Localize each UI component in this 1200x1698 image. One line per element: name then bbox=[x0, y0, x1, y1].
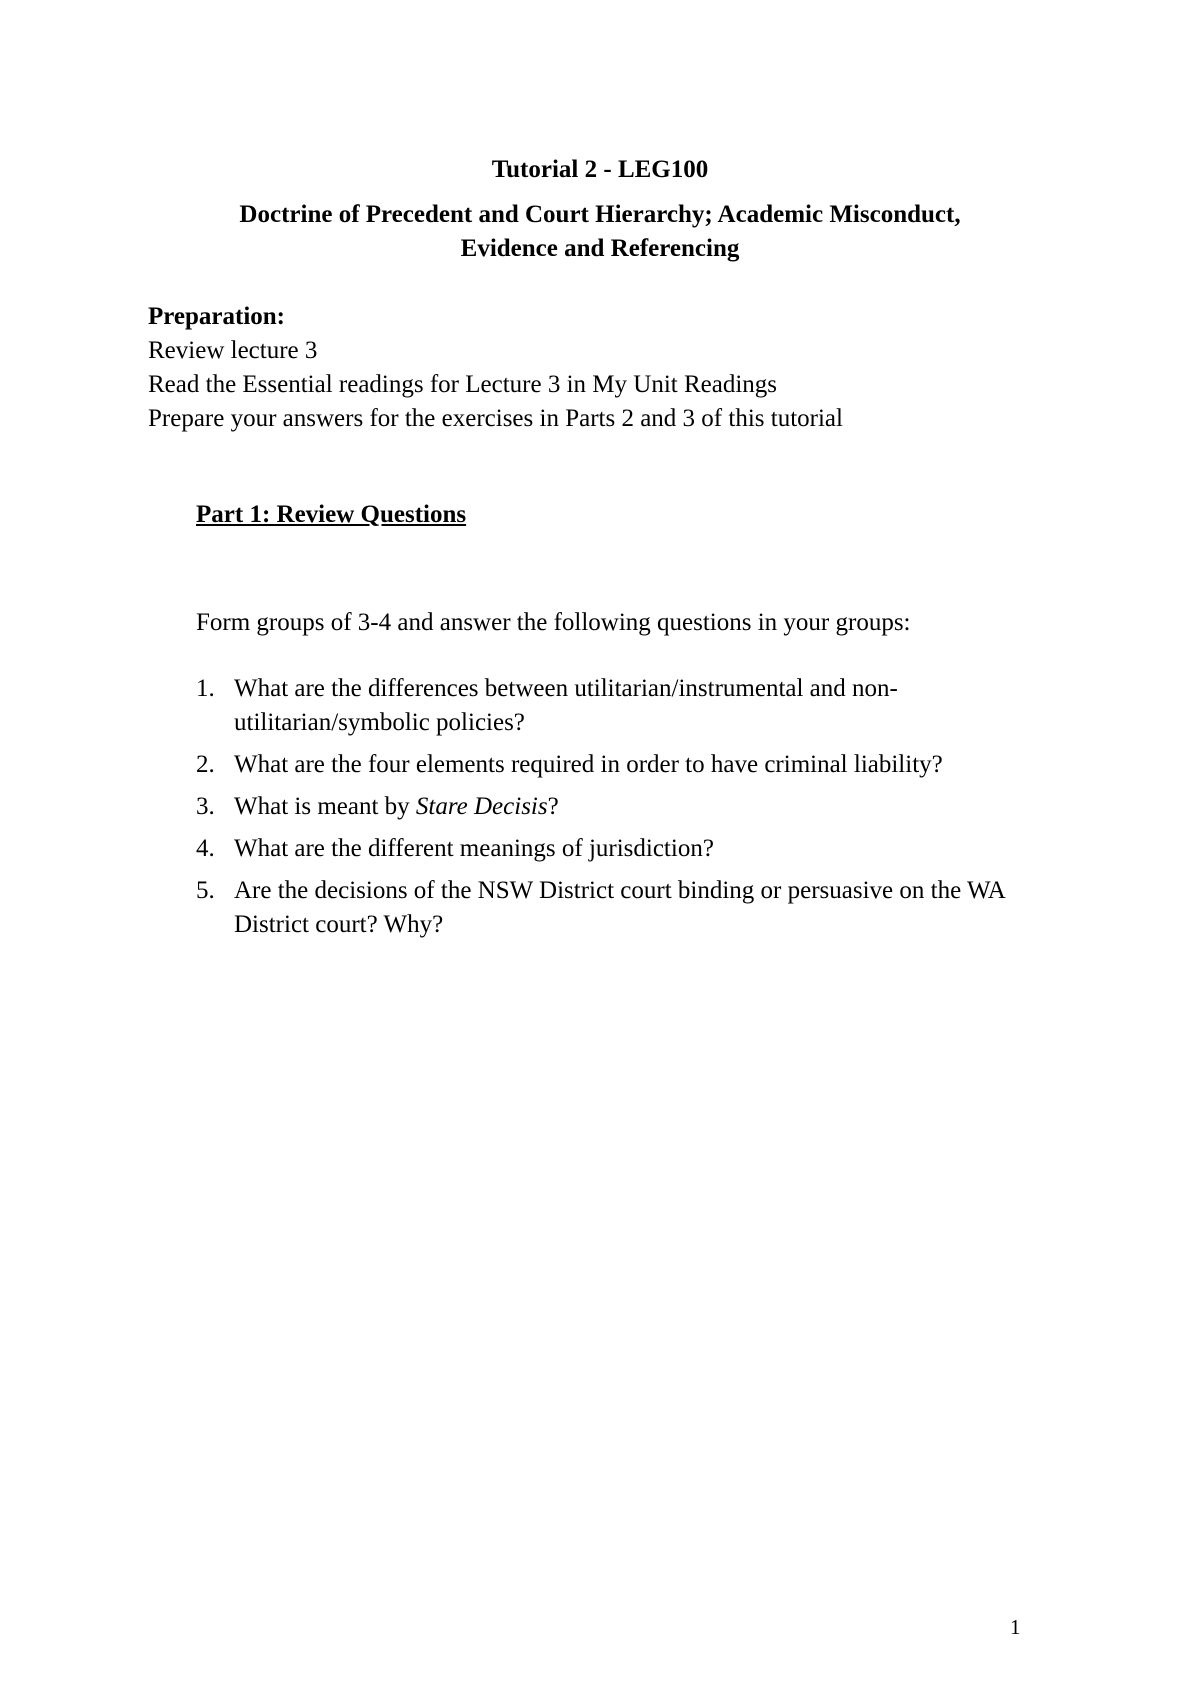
preparation-line: Prepare your answers for the exercises in Parts 2 and 3 of this tutorial bbox=[148, 405, 843, 432]
question-text-prefix: What is meant by bbox=[234, 793, 416, 820]
list-item bbox=[196, 672, 1036, 740]
document-subtitle-line-2: Evidence and Referencing bbox=[460, 235, 740, 262]
list-item bbox=[196, 874, 1036, 942]
question-text-italic: Stare Decisis bbox=[415, 793, 548, 820]
question-number: 1. bbox=[196, 675, 215, 702]
question-number: 2. bbox=[196, 751, 215, 778]
question-text: Are the decisions of the NSW District court binding or persuasive on the WA District court? Why? bbox=[234, 877, 1005, 938]
preparation-heading: Preparation: bbox=[148, 303, 286, 330]
question-text bbox=[234, 793, 559, 820]
question-number: 5. bbox=[196, 877, 215, 904]
part-1-intro: Form groups of 3-4 and answer the following questions in your groups: bbox=[196, 609, 911, 636]
document-subtitle bbox=[150, 198, 1050, 266]
preparation-section bbox=[148, 300, 1148, 436]
document-subtitle-line-1: Doctrine of Precedent and Court Hierarchy; Academic Misconduct, bbox=[239, 201, 961, 228]
list-item bbox=[196, 790, 1036, 824]
question-text: What are the differences between utilitarian/instrumental and non-utilitarian/symbolic policies? bbox=[234, 675, 898, 736]
part-1-heading: Part 1: Review Questions bbox=[196, 501, 467, 528]
list-item bbox=[196, 832, 1036, 866]
question-number: 4. bbox=[196, 835, 215, 862]
question-text: What are the four elements required in order to have criminal liability? bbox=[234, 751, 943, 778]
page-number: 1 bbox=[1010, 1615, 1021, 1639]
question-number: 3. bbox=[196, 793, 215, 820]
document-title: Tutorial 2 - LEG100 bbox=[491, 156, 709, 183]
question-text-suffix: ? bbox=[547, 793, 559, 820]
list-item bbox=[196, 748, 1036, 782]
review-questions-list bbox=[196, 672, 1036, 950]
preparation-line: Review lecture 3 bbox=[148, 337, 318, 364]
preparation-line: Read the Essential readings for Lecture 3 in My Unit Readings bbox=[148, 371, 778, 398]
question-text: What are the different meanings of jurisdiction? bbox=[234, 835, 714, 862]
